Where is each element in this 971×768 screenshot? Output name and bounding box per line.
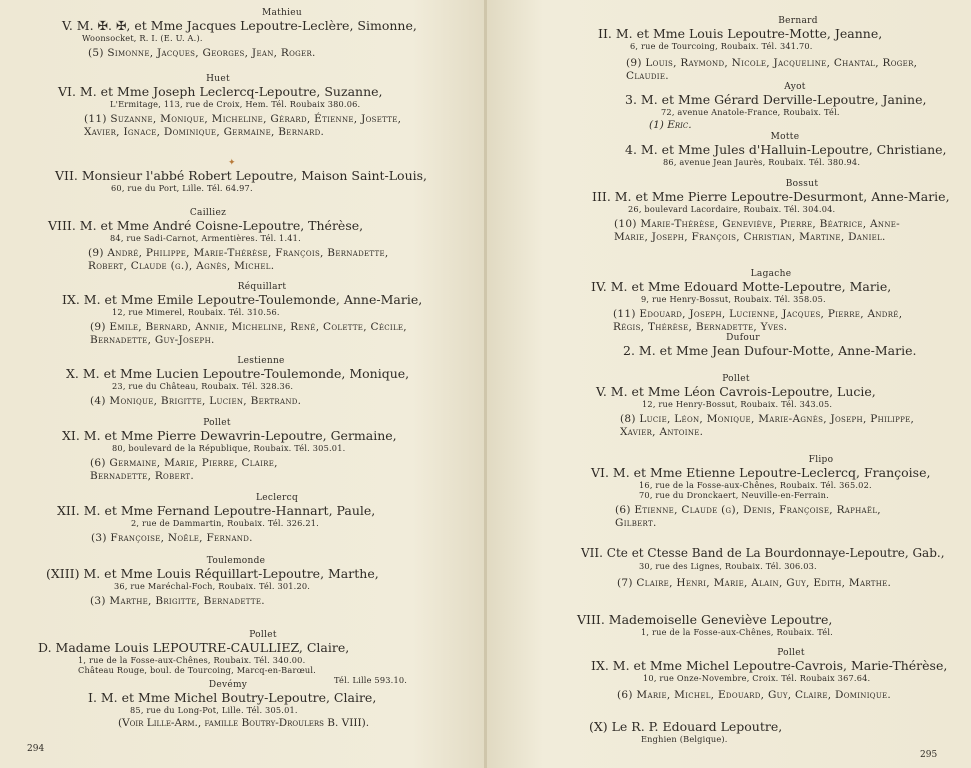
maiden-name: Réquillart [237, 282, 287, 292]
children-list: (9) André, Philippe, Marie-Thérèse, François, Bernadette, Robert, Claude (g.), Agnès, Michel. [88, 247, 389, 272]
entry-address: 10, rue Onze-Novembre, Croix. Tél. Roubaix 367.64. [643, 673, 871, 683]
entry-heading: III. M. et Mme Pierre Lepoutre-Desurmont, Anne-Marie, [592, 189, 950, 204]
page-number: 295 [920, 750, 938, 760]
entry-address: Enghien (Belgique). [641, 734, 728, 744]
right-page [485, 0, 970, 768]
entry-right-10 [577, 612, 963, 637]
entry-left-3 [55, 168, 475, 193]
entry-left-4 [48, 208, 478, 273]
entry-address: 60, rue du Port, Lille. Tél. 64.97. [111, 183, 253, 193]
ink-mark: ✦ [228, 158, 236, 168]
entry-address: 2, rue de Dammartin, Roubaix. Tél. 326.21. [131, 518, 319, 528]
entry-address: L'Ermitage, 113, rue de Croix, Hem. Tél. Roubaix 380.06. [110, 99, 361, 109]
entry-address: 16, rue de la Fosse-aux-Chênes, Roubaix. Tél. 365.02. [639, 480, 872, 490]
children-list: (5) Simonne, Jacques, Georges, Jean, Roger. [88, 47, 316, 59]
entry-right-5 [591, 269, 967, 334]
entry-heading: VIII. M. et Mme André Coisne-Lepoutre, Thérèse, [48, 218, 364, 233]
entry-heading: II. M. et Mme Louis Lepoutre-Motte, Jeanne, [598, 26, 883, 41]
entry-right-1 [598, 16, 968, 83]
entry-heading: (X) Le R. P. Edouard Lepoutre, [589, 719, 783, 734]
entry-address-3: Tél. Lille 593.10. [334, 675, 408, 685]
children-list: (11) Suzanne, Monique, Micheline, Gérard, Étienne, Josette, Xavier, Ignace, Dominique, Germaine, Bernard. [84, 113, 402, 138]
entry-address: 12, rue Henry-Bossut, Roubaix. Tél. 343.05. [642, 399, 833, 409]
children-list: (4) Monique, Brigitte, Lucien, Bertrand. [90, 395, 302, 407]
entry-heading: 4. M. et Mme Jules d'Halluin-Lepoutre, Christiane, [625, 142, 947, 157]
maiden-name: Pollet [777, 648, 805, 658]
maiden-name: Huet [206, 74, 230, 84]
entry-left-5 [62, 282, 482, 347]
maiden-name: Flipo [808, 455, 834, 465]
entry-address: 36, rue Maréchal-Foch, Roubaix. Tél. 301.20. [114, 581, 311, 591]
children-list: (10) Marie-Thérèse, Geneviève, Pierre, Béatrice, Anne-Marie, Joseph, François, Christian, Martine, Daniel. [614, 218, 900, 243]
children-list: (6) Marie, Michel, Edouard, Guy, Claire, Dominique. [617, 689, 892, 701]
entry-left-2 [58, 74, 478, 139]
children-list: (6) Etienne, Claude (g), Denis, Françoise, Raphaël, Gilbert. [615, 504, 881, 529]
entry-right-9 [581, 546, 967, 590]
entry-left-10 [38, 630, 478, 685]
left-page [0, 0, 485, 768]
entry-heading: VII. Monsieur l'abbé Robert Lepoutre, Maison Saint-Louis, [55, 168, 428, 183]
page-number: 294 [27, 744, 45, 754]
maiden-name: Motte [770, 132, 800, 142]
maiden-name: Lestienne [237, 356, 285, 366]
entry-right-3 [625, 132, 965, 167]
entry-address: 30, rue des Lignes, Roubaix. Tél. 306.03. [639, 561, 817, 571]
maiden-name: Mathieu [261, 8, 303, 18]
maiden-name: Ayot [784, 82, 806, 92]
entry-left-6 [66, 356, 485, 408]
entry-left-1 [62, 8, 482, 60]
entry-address: 1, rue de la Fosse-aux-Chênes, Roubaix. Tél. 340.00. [78, 655, 306, 665]
entry-address: 84, rue Sadi-Carnot, Armentières. Tél. 1.41. [110, 233, 301, 243]
entry-left-7 [62, 418, 482, 483]
cross-reference-note: (Voir Lille-Arm., famille Boutry-Droulers B. VIII). [118, 717, 370, 729]
entry-left-8 [57, 493, 477, 545]
entry-right-6 [623, 333, 963, 358]
maiden-name: Dufour [726, 333, 760, 343]
entry-heading: I. M. et Mme Michel Boutry-Lepoutre, Claire, [88, 690, 377, 705]
entry-heading: (XIII) M. et Mme Louis Réquillart-Lepoutre, Marthe, [46, 566, 379, 581]
maiden-name: Toulemonde [206, 556, 266, 566]
entry-heading: IX. M. et Mme Emile Lepoutre-Toulemonde, Anne-Marie, [62, 292, 423, 307]
maiden-name: Bossut [785, 179, 819, 189]
children-list: (8) Lucie, Léon, Monique, Marie-Agnès, Joseph, Philippe, Xavier, Antoine. [620, 413, 915, 438]
entry-left-11 [88, 680, 478, 730]
entry-address: 86, avenue Jean Jaurès, Roubaix. Tél. 380.94. [663, 157, 861, 167]
children-list: (9) Louis, Raymond, Nicole, Jacqueline, Chantal, Roger, Claudie. [626, 57, 918, 82]
entry-heading: V. M. ✠. ✠, et Mme Jacques Lepoutre-Leclère, Simonne, [62, 18, 417, 33]
entry-address: 80, boulevard de la République, Roubaix. Tél. 305.01. [112, 443, 346, 453]
children-list: (9) Emile, Bernard, Annie, Micheline, René, Colette, Cécile, Bernadette, Guy-Joseph. [90, 321, 407, 346]
maiden-name: Lagache [750, 269, 792, 279]
entry-address: Woonsocket, R. I. (E. U. A.). [82, 33, 203, 43]
entry-right-11 [591, 648, 967, 702]
entry-heading: 3. M. et Mme Gérard Derville-Lepoutre, Janine, [625, 92, 927, 107]
entry-left-9 [46, 556, 476, 608]
entry-heading: VI. M. et Mme Etienne Lepoutre-Leclercq, Françoise, [591, 465, 931, 480]
entry-heading: IV. M. et Mme Edouard Motte-Lepoutre, Marie, [591, 279, 892, 294]
entry-address: 85, rue du Long-Pot, Lille. Tél. 305.01. [130, 705, 298, 715]
entry-address: 72, avenue Anatole-France, Roubaix. Tél. [661, 107, 840, 117]
entry-right-7 [596, 374, 966, 439]
entry-heading: VII. Cte et Ctesse Band de La Bourdonnaye-Lepoutre, Gab., [581, 546, 945, 560]
maiden-name: Devémy [208, 680, 248, 690]
entry-right-2 [625, 82, 965, 132]
entry-heading: 2. M. et Mme Jean Dufour-Motte, Anne-Marie. [623, 343, 917, 358]
entry-address: 12, rue Mimerel, Roubaix. Tél. 310.56. [112, 307, 280, 317]
entry-address-2: 70, rue du Dronckaert, Neuville-en-Ferrain. [639, 490, 829, 500]
maiden-name: Pollet [203, 418, 231, 428]
maiden-name: Bernard [778, 16, 818, 26]
maiden-name: Cailliez [189, 208, 227, 218]
entry-heading: V. M. et Mme Léon Cavrois-Lepoutre, Lucie, [596, 384, 876, 399]
entry-heading: VIII. Mademoiselle Geneviève Lepoutre, [577, 612, 833, 627]
entry-heading: VI. M. et Mme Joseph Leclercq-Lepoutre, Suzanne, [58, 84, 383, 99]
children-list: (3) Françoise, Noële, Fernand. [91, 532, 253, 544]
entry-address: 1, rue de la Fosse-aux-Chênes, Roubaix. Tél. [641, 627, 833, 637]
children-list: (3) Marthe, Brigitte, Bernadette. [90, 595, 265, 607]
entry-heading: X. M. et Mme Lucien Lepoutre-Toulemonde, Monique, [66, 366, 410, 381]
children-list: (6) Germaine, Marie, Pierre, Claire, Bernadette, Robert. [90, 457, 278, 482]
entry-right-4 [592, 179, 967, 244]
entry-address-2: Château Rouge, boul. de Tourcoing, Marcq-en-Barœul. [78, 665, 316, 675]
entry-heading: IX. M. et Mme Michel Lepoutre-Cavrois, Marie-Thérèse, [591, 658, 948, 673]
maiden-name: Pollet [249, 630, 277, 640]
children-list: (7) Claire, Henri, Marie, Alain, Guy, Edith, Marthe. [617, 577, 892, 589]
entry-right-12 [589, 719, 965, 744]
children-list: (11) Edouard, Joseph, Lucienne, Jacques, Pierre, André, Régis, Thérèse, Bernadette, Yves. [613, 308, 903, 333]
entry-heading: XI. M. et Mme Pierre Dewavrin-Lepoutre, Germaine, [62, 428, 397, 443]
entry-address: 6, rue de Tourcoing, Roubaix. Tél. 341.70. [630, 41, 813, 51]
children-list: (1) Eric. [649, 119, 692, 131]
entry-address: 23, rue du Château, Roubaix. Tél. 328.36. [112, 381, 294, 391]
maiden-name: Leclercq [255, 493, 299, 503]
entry-right-8 [591, 455, 967, 530]
entry-heading: D. Madame Louis LEPOUTRE-CAULLIEZ, Claire, [38, 640, 350, 655]
book-gutter [484, 0, 487, 768]
maiden-name: Pollet [722, 374, 750, 384]
entry-address: 9, rue Henry-Bossut, Roubaix. Tél. 358.05. [641, 294, 826, 304]
entry-address: 26, boulevard Lacordaire, Roubaix. Tél. 304.04. [628, 204, 836, 214]
entry-heading: XII. M. et Mme Fernand Lepoutre-Hannart, Paule, [57, 503, 376, 518]
